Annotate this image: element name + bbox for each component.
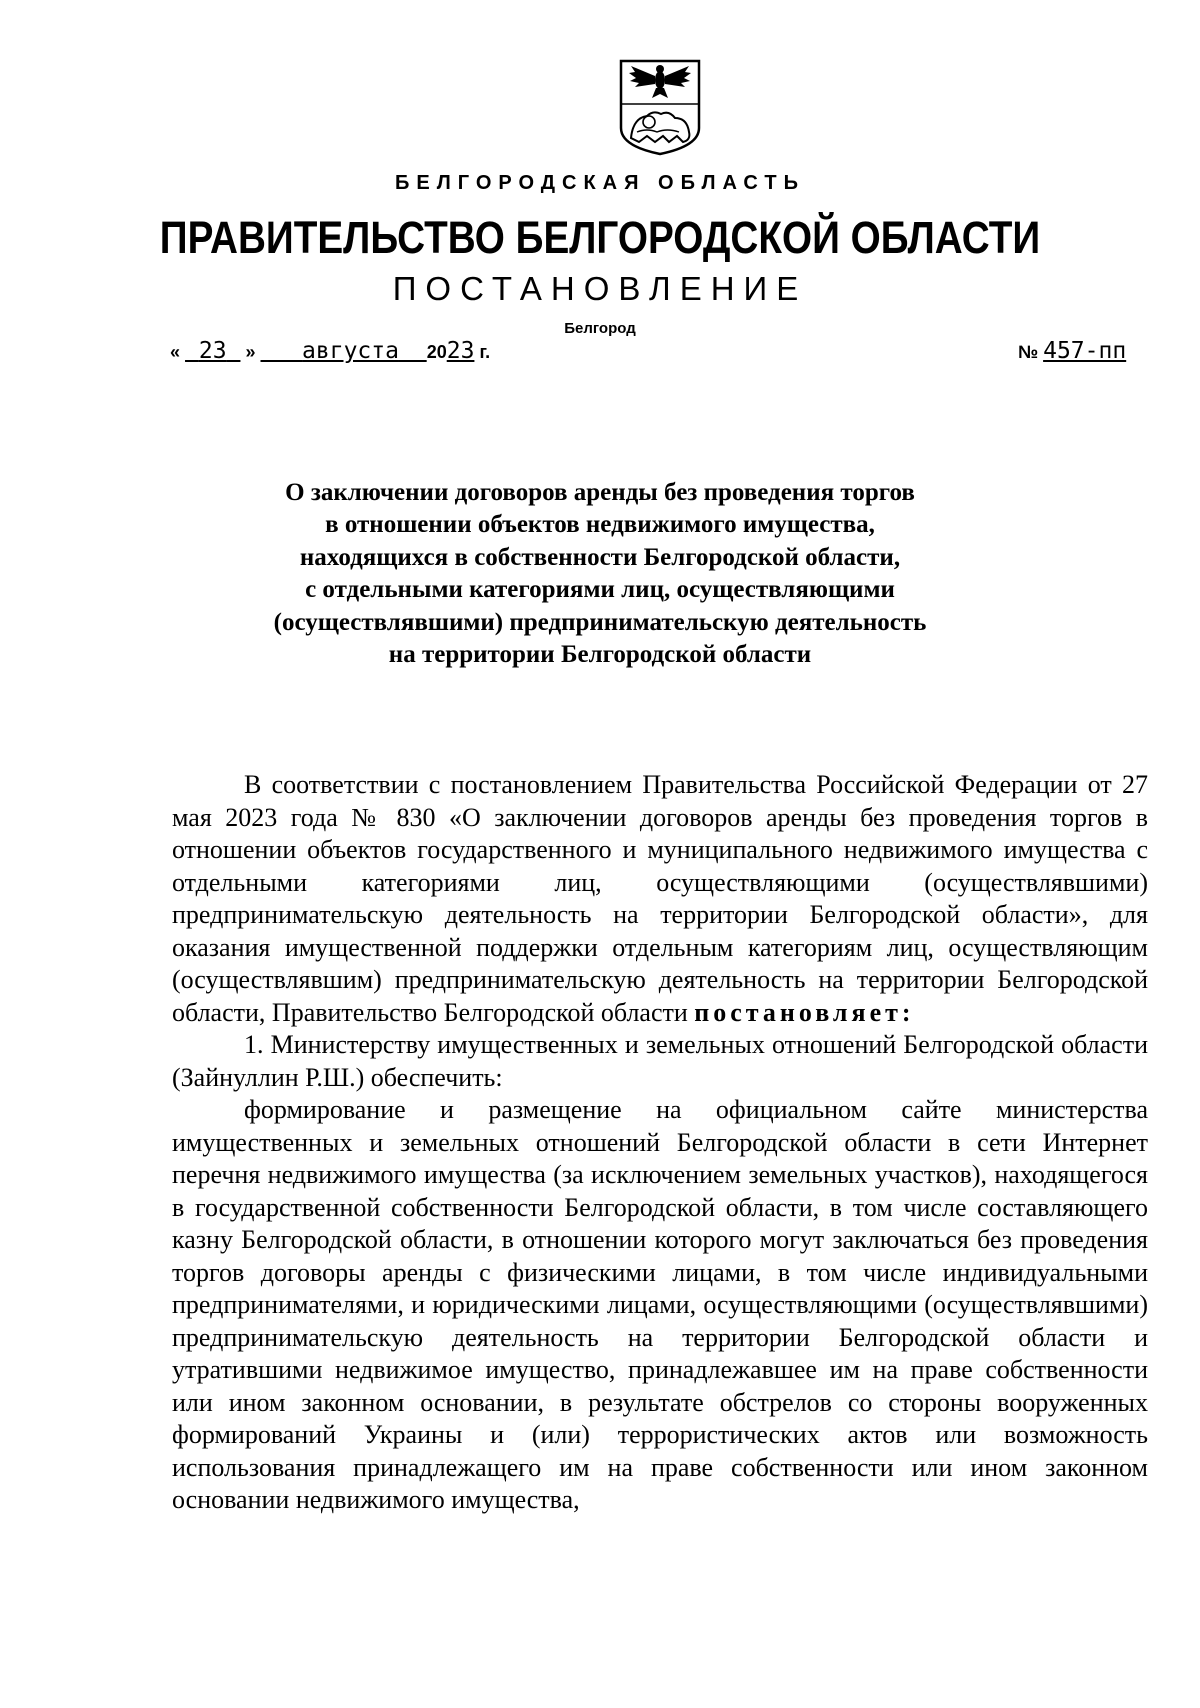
document-number — [1018, 338, 1126, 364]
number-value: 457-пп — [1043, 338, 1127, 364]
resolves-word: постановляет: — [694, 997, 915, 1027]
title-line: находящихся в собственности Белгородской области, — [299, 543, 901, 571]
date-year-unit: г. — [479, 342, 491, 362]
title-line: в отношении объектов недвижимого имущества, — [325, 511, 875, 539]
date-year-prefix: 20 — [426, 342, 447, 362]
document-date — [170, 338, 490, 364]
document-body — [172, 769, 1148, 1517]
number-label: № — [1018, 342, 1039, 362]
title-line: (осуществлявшими) предпринимательскую деятельность — [273, 608, 927, 636]
title-line: О заключении договоров аренды без проведения торгов — [285, 479, 915, 506]
title-line: на территории Белгородской области — [388, 641, 812, 669]
date-month: августа — [302, 338, 399, 364]
city-name: Белгород — [564, 320, 636, 337]
preamble-text: В соответствии с постановлением Правительства Российской Федерации от 27 мая 2023 года № 830 «О заключении договоров аренды без проведения торгов в отношении объектов государственного и муниципального недвижимого имущества с отдельными категориями лиц, осуществляющими (осуществлявшими) предпринимательскую деятельность на территории Белгородской области», для оказания имущественной поддержки отдельным категориям лиц, осуществляющим (осуществлявшим) предпринимательскую деятельность на территории Белгородской области, Правительство Белгородской области — [172, 770, 1148, 1027]
document-title — [240, 477, 960, 671]
government-name: ПРАВИТЕЛЬСТВО БЕЛГОРОДСКОЙ ОБЛАСТИ — [159, 212, 1041, 263]
preamble-paragraph — [172, 769, 1148, 1029]
date-close-quote: » — [245, 342, 256, 362]
region-name: БЕЛГОРОДСКАЯ ОБЛАСТЬ — [395, 172, 805, 194]
document-type: ПОСТАНОВЛЕНИЕ — [392, 270, 808, 307]
item-1-paragraph: 1. Министерству имущественных и земельных отношений Белгородской области (Зайнуллин Р.Ш.) обеспечить: — [172, 1030, 1148, 1092]
coat-of-arms-icon — [617, 58, 703, 156]
title-line: с отдельными категориями лиц, осуществляющими — [305, 576, 895, 604]
date-year-suffix: 23 — [446, 338, 475, 364]
date-day: 23 — [198, 338, 227, 364]
date-open-quote: « — [170, 342, 181, 362]
item-1-text-paragraph: формирование и размещение на официальном сайте министерства имущественных и земельных отношений Белгородской области в сети Интернет перечня недвижимого имущества (за исключением земельных участков), находящегося в государственной собственности Белгородской области, в том числе составляющего казну Белгородской области, в отношении которого могут заключаться без проведения торгов договоры аренды с физическими лицами, в том числе индивидуальными предпринимателями, и юридическими лицами, осуществляющими (осуществлявшими) предпринимательскую деятельность на территории Белгородской области и утратившими недвижимое имущество, принадлежавшее им на праве собственности или ином законном основании, в результате обстрелов со стороны вооруженных формирований Украины и (или) террористических актов или возможность использования принадлежащего им на праве собственности или ином законном основании недвижимого имущества, — [172, 1095, 1148, 1514]
